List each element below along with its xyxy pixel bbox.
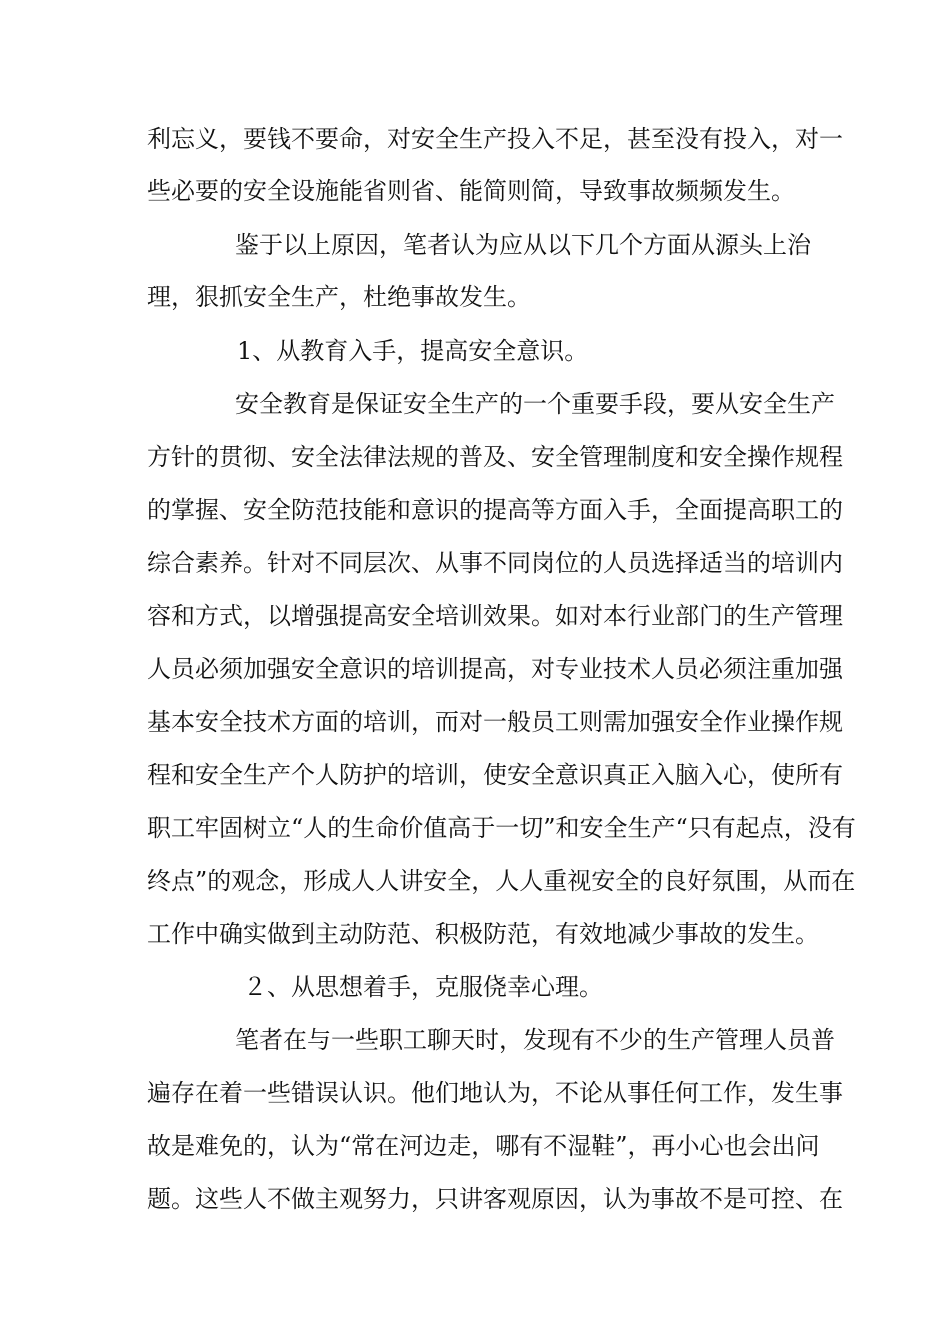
- text-line-9: 综合素养。针对不同层次、从事不同岗位的人员选择适当的培训内: [147, 549, 843, 577]
- text-line-8: 的掌握、安全防范技能和意识的提高等方面入手，全面提高职工的: [147, 496, 843, 524]
- text-line-7: 方针的贯彻、安全法律法规的普及、安全管理制度和安全操作规程: [147, 443, 843, 471]
- text-line-16: 工作中确实做到主动防范、积极防范，有效地减少事故的发生。: [147, 920, 819, 948]
- text-line-6: 安全教育是保证安全生产的一个重要手段，要从安全生产: [235, 390, 835, 418]
- text-line-21: 题。这些人不做主观努力，只讲客观原因，认为事故不是可控、在: [147, 1185, 843, 1213]
- text-line-3: 鉴于以上原因，笔者认为应从以下几个方面从源头上治: [235, 231, 811, 259]
- text-line-1: 利忘义，要钱不要命，对安全生产投入不足，甚至没有投入，对一: [147, 125, 843, 153]
- text-line-14: 职工牢固树立“人的生命价值高于一切”和安全生产“只有起点，没有: [147, 814, 856, 842]
- text-line-4: 理，狠抓安全生产，杜绝事故发生。: [147, 283, 531, 311]
- text-line-2: 些必要的安全设施能省则省、能简则简，导致事故频频发生。: [147, 177, 795, 205]
- text-line-18: 笔者在与一些职工聊天时，发现有不少的生产管理人员普: [235, 1026, 835, 1054]
- text-line-10: 容和方式，以增强提高安全培训效果。如对本行业部门的生产管理: [147, 602, 843, 630]
- text-line-13: 程和安全生产个人防护的培训，使安全意识真正入脑入心，使所有: [147, 761, 843, 789]
- text-line-12: 基本安全技术方面的培训，而对一般员工则需加强安全作业操作规: [147, 708, 843, 736]
- text-line-15: 终点”的观念，形成人人讲安全，人人重视安全的良好氛围，从而在: [147, 867, 856, 895]
- section-heading-1: 1、从教育入手，提高安全意识。: [237, 337, 589, 365]
- text-line-19: 遍存在着一些错误认识。他们地认为，不论从事任何工作，发生事: [147, 1079, 843, 1107]
- text-line-11: 人员必须加强安全意识的培训提高，对专业技术人员必须注重加强: [147, 655, 843, 683]
- text-line-20: 故是难免的，认为“常在河边走，哪有不湿鞋”，再小心也会出问: [147, 1132, 820, 1160]
- section-heading-2: ２、从思想着手，克服侥幸心理。: [243, 973, 603, 1001]
